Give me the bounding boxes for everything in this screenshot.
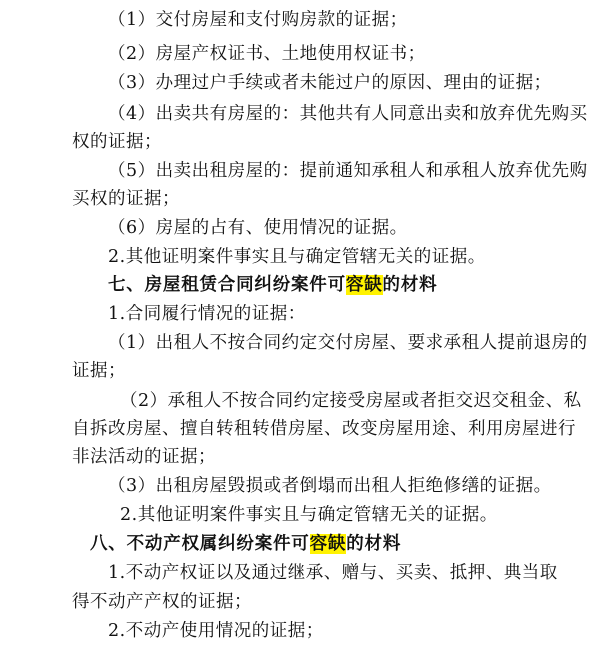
paragraph-line: 买权的证据； (72, 189, 180, 209)
paragraph-line: （2）房屋产权证书、土地使用权证书； (108, 44, 426, 64)
paragraph-line: 权的证据； (72, 132, 162, 152)
paragraph-line: （3）办理过户手续或者未能过户的原因、理由的证据； (108, 73, 552, 93)
paragraph-line: （1）出租人不按合同约定交付房屋、要求承租人提前退房的 (108, 333, 588, 353)
paragraph-line: 得不动产产权的证据； (72, 592, 252, 612)
paragraph-line: （3）出租房屋毁损或者倒塌而出租人拒绝修缮的证据。 (108, 476, 552, 496)
heading-text: 八、不动产权属纠纷案件可 (90, 534, 310, 554)
paragraph-line: 非法活动的证据； (72, 447, 216, 467)
paragraph-line: （4）出卖共有房屋的：其他共有人同意出卖和放弃优先购买 (108, 104, 588, 124)
paragraph-line: （1）交付房屋和支付购房款的证据； (108, 10, 408, 30)
paragraph-line: 自拆改房屋、擅自转租转借房屋、改变房屋用途、利用房屋进行 (72, 419, 576, 439)
paragraph-line: （6）房屋的占有、使用情况的证据。 (108, 218, 408, 238)
paragraph-line: 1.不动产权证以及通过继承、赠与、买卖、抵押、典当取 (108, 563, 558, 583)
paragraph-line: 证据； (72, 361, 126, 381)
paragraph-line: 2.不动产使用情况的证据； (108, 621, 324, 641)
highlighted-text: 容缺 (309, 534, 347, 554)
section-heading-8 (90, 532, 401, 556)
heading-text: 七、房屋租赁合同纠纷案件可 (108, 275, 346, 295)
section-heading-7 (108, 273, 437, 297)
paragraph-line: 2.其他证明案件事实且与确定管辖无关的证据。 (108, 247, 486, 267)
paragraph-line: （2）承租人不按合同约定接受房屋或者拒交迟交租金、私 (120, 391, 582, 411)
highlighted-text: 容缺 (345, 275, 383, 295)
paragraph-line: 2.其他证明案件事实且与确定管辖无关的证据。 (120, 505, 498, 525)
paragraph-line: 1.合同履行情况的证据： (108, 304, 306, 324)
heading-text: 的材料 (382, 275, 438, 295)
heading-text: 的材料 (346, 534, 402, 554)
paragraph-line: （5）出卖出租房屋的：提前通知承租人和承租人放弃优先购 (108, 161, 588, 181)
